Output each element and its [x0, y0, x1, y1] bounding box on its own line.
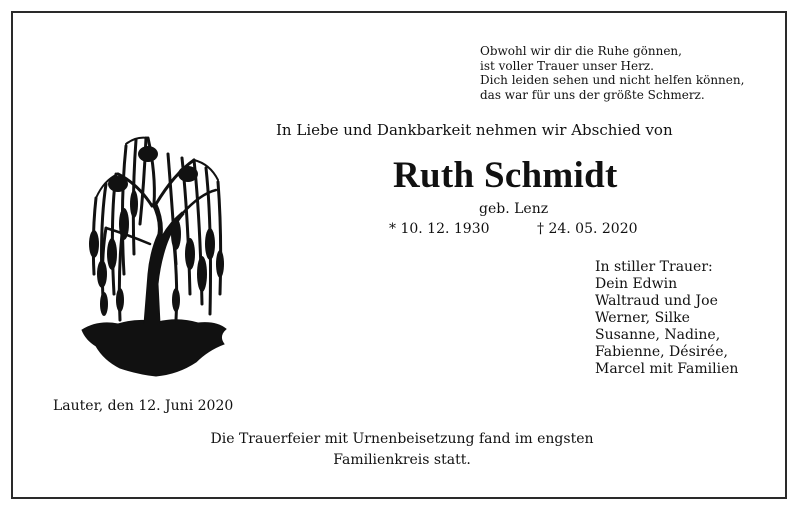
birth-date: * 10. 12. 1930	[389, 221, 490, 237]
birth-name: geb. Lenz	[479, 201, 549, 217]
mourner-entry: Werner, Silke	[595, 310, 690, 326]
mourners	[595, 259, 738, 378]
mourners-heading: In stiller Trauer:	[595, 259, 713, 275]
poem-line: Dich leiden sehen und nicht helfen können,	[480, 73, 745, 87]
poem-line: ist voller Trauer unser Herz.	[480, 58, 654, 73]
mourner-entry: Susanne, Nadine,	[595, 327, 721, 343]
mourner-entry: Fabienne, Désirée,	[595, 344, 728, 360]
intro-text: In Liebe und Dankbarkeit nehmen wir Abschied von	[276, 121, 673, 139]
funeral-notice-line: Familienkreis statt.	[333, 452, 471, 468]
funeral-notice	[197, 429, 607, 471]
mourner-entry: Waltraud und Joe	[595, 293, 718, 309]
poem-line: Obwohl wir dir die Ruhe gönnen,	[480, 44, 682, 58]
weeping-willow-tree-icon	[78, 124, 228, 380]
death-date: † 24. 05. 2020	[537, 221, 638, 237]
place-and-date: Lauter, den 12. Juni 2020	[53, 398, 234, 414]
mourner-entry: Marcel mit Familien	[595, 361, 739, 377]
poem-line: das war für uns der größte Schmerz.	[480, 87, 705, 102]
mourner-entry: Dein Edwin	[595, 276, 678, 292]
funeral-notice-line: Die Trauerfeier mit Urnenbeisetzung fand im engsten	[210, 431, 594, 447]
poem	[480, 44, 744, 102]
deceased-name: Ruth Schmidt	[393, 155, 618, 196]
